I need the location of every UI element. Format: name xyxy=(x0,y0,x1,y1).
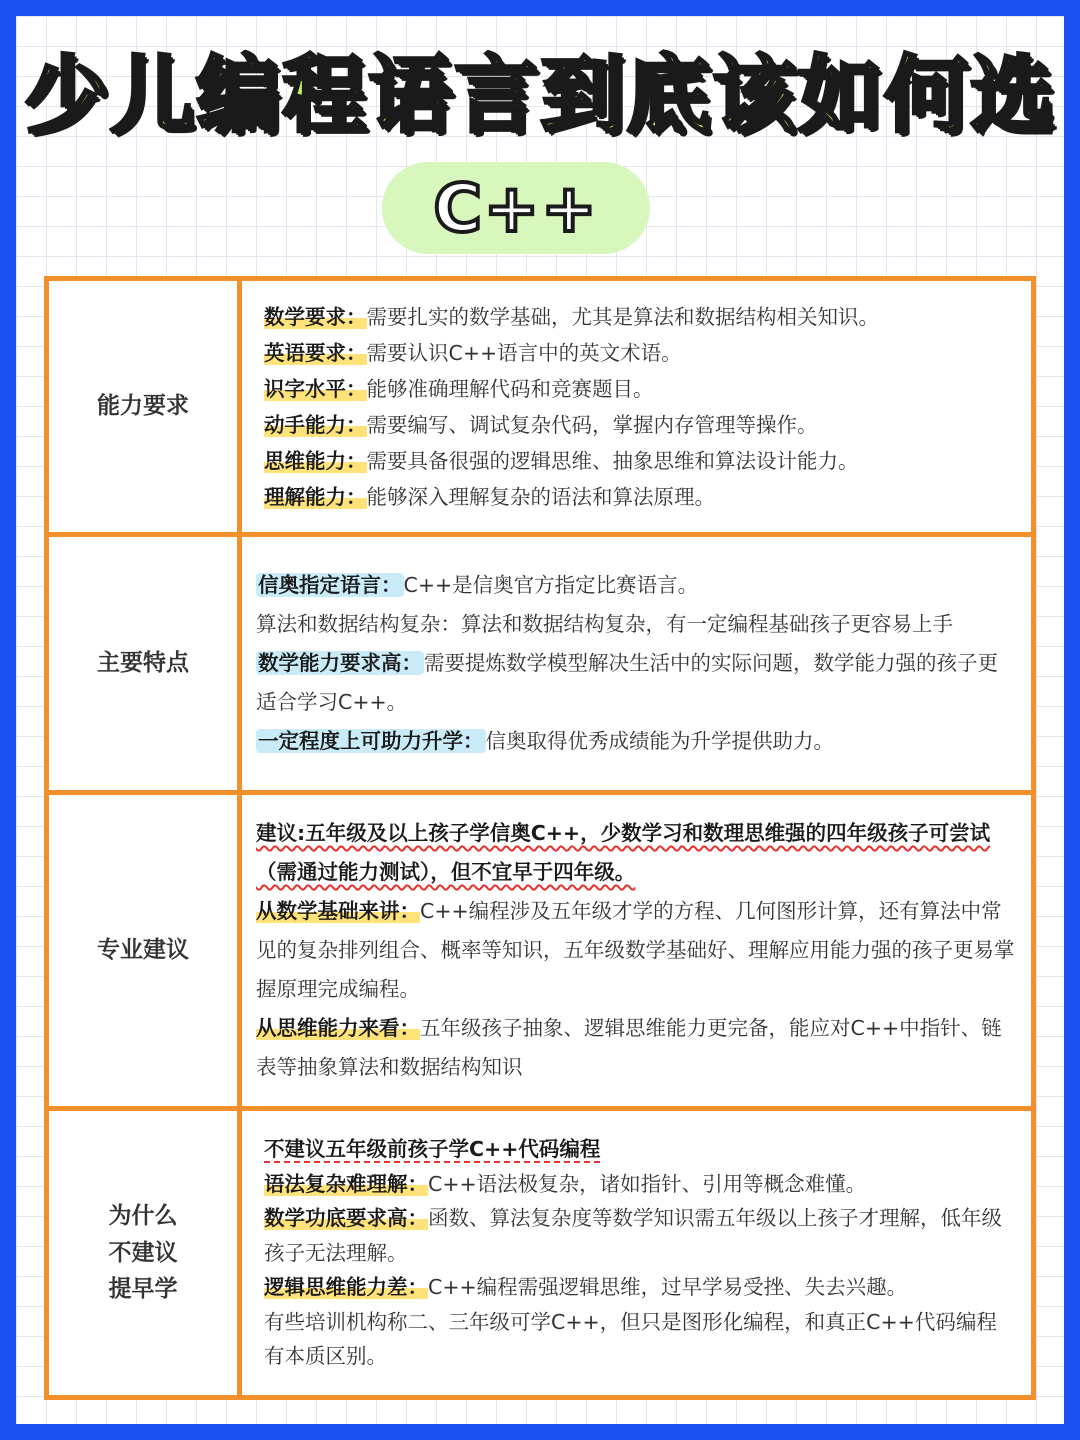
list-item: 数学能力要求高：需要提炼数学模型解决生活中的实际问题，数学能力强的孩子更适合学习C++。 xyxy=(256,651,998,714)
advice-lead: 建议:五年级及以上孩子学信奥C++，少数学习和数理思维强的四年级孩子可尝试（需通过能力测试），但不宜早于四年级。 xyxy=(256,821,991,884)
list-item: 算法和数据结构复杂：算法和数据结构复杂，有一定编程基础孩子更容易上手 xyxy=(256,612,953,636)
row-label-features: 主要特点 xyxy=(49,537,242,790)
list-item: 数学要求：需要扎实的数学基础，尤其是算法和数据结构相关知识。 xyxy=(264,304,879,329)
list-item: 逻辑思维能力差：C++编程需强逻辑思维，过早学易受挫、失去兴趣。 xyxy=(264,1275,908,1300)
why-lead: 不建议五年级前孩子学C++代码编程 xyxy=(264,1137,601,1162)
row-content-advice xyxy=(242,795,1031,1106)
table-row-features xyxy=(49,537,1031,795)
row-content-why-not-early xyxy=(242,1111,1031,1395)
list-item: 英语要求：需要认识C++语言中的英文术语。 xyxy=(264,340,682,365)
list-item: 一定程度上可助力升学：信奥取得优秀成绩能为升学提供助力。 xyxy=(258,729,834,753)
language-badge-label: C++ xyxy=(433,169,599,247)
table-row-ability xyxy=(49,281,1031,537)
page-title: 少儿编程语言到底该如何选 xyxy=(23,46,1056,144)
row-content-features xyxy=(242,537,1031,790)
list-item: 从思维能力来看：五年级孩子抽象、逻辑思维能力更完备，能应对C++中指针、链表等抽象算法和数据结构知识 xyxy=(256,1016,1002,1079)
list-item: 识字水平：能够准确理解代码和竞赛题目。 xyxy=(264,376,654,401)
list-item: 语法复杂难理解：C++语法极复杂，诸如指针、引用等概念难懂。 xyxy=(264,1171,867,1196)
row-label-ability: 能力要求 xyxy=(49,281,242,532)
info-table xyxy=(44,276,1036,1400)
row-label-advice: 专业建议 xyxy=(49,795,242,1106)
table-row-advice xyxy=(49,795,1031,1111)
language-badge xyxy=(382,162,650,254)
list-item: 从数学基础来讲：C++编程涉及五年级才学的方程、几何图形计算，还有算法中常见的复杂排列组合、概率等知识，五年级数学基础好、理解应用能力强的孩子更易掌握原理完成编程。 xyxy=(256,899,1015,1001)
list-item: 数学功底要求高：函数、算法复杂度等数学知识需五年级以上孩子才理解，低年级孩子无法理解。 xyxy=(264,1206,1002,1265)
list-item: 动手能力：需要编写、调试复杂代码，掌握内存管理等操作。 xyxy=(264,412,818,437)
list-item: 思维能力：需要具备很强的逻辑思维、抽象思维和算法设计能力。 xyxy=(264,448,859,473)
list-item: 理解能力：能够深入理解复杂的语法和算法原理。 xyxy=(264,484,715,509)
list-item: 有些培训机构称二、三年级可学C++，但只是图形化编程，和真正C++代码编程有本质区别。 xyxy=(264,1309,997,1369)
row-label-why-not-early: 为什么 不建议 提早学 xyxy=(49,1111,242,1395)
table-row-why-not-early xyxy=(49,1111,1031,1395)
row-content-ability xyxy=(242,281,1031,532)
list-item: 信奥指定语言：C++是信奥官方指定比赛语言。 xyxy=(258,573,699,597)
